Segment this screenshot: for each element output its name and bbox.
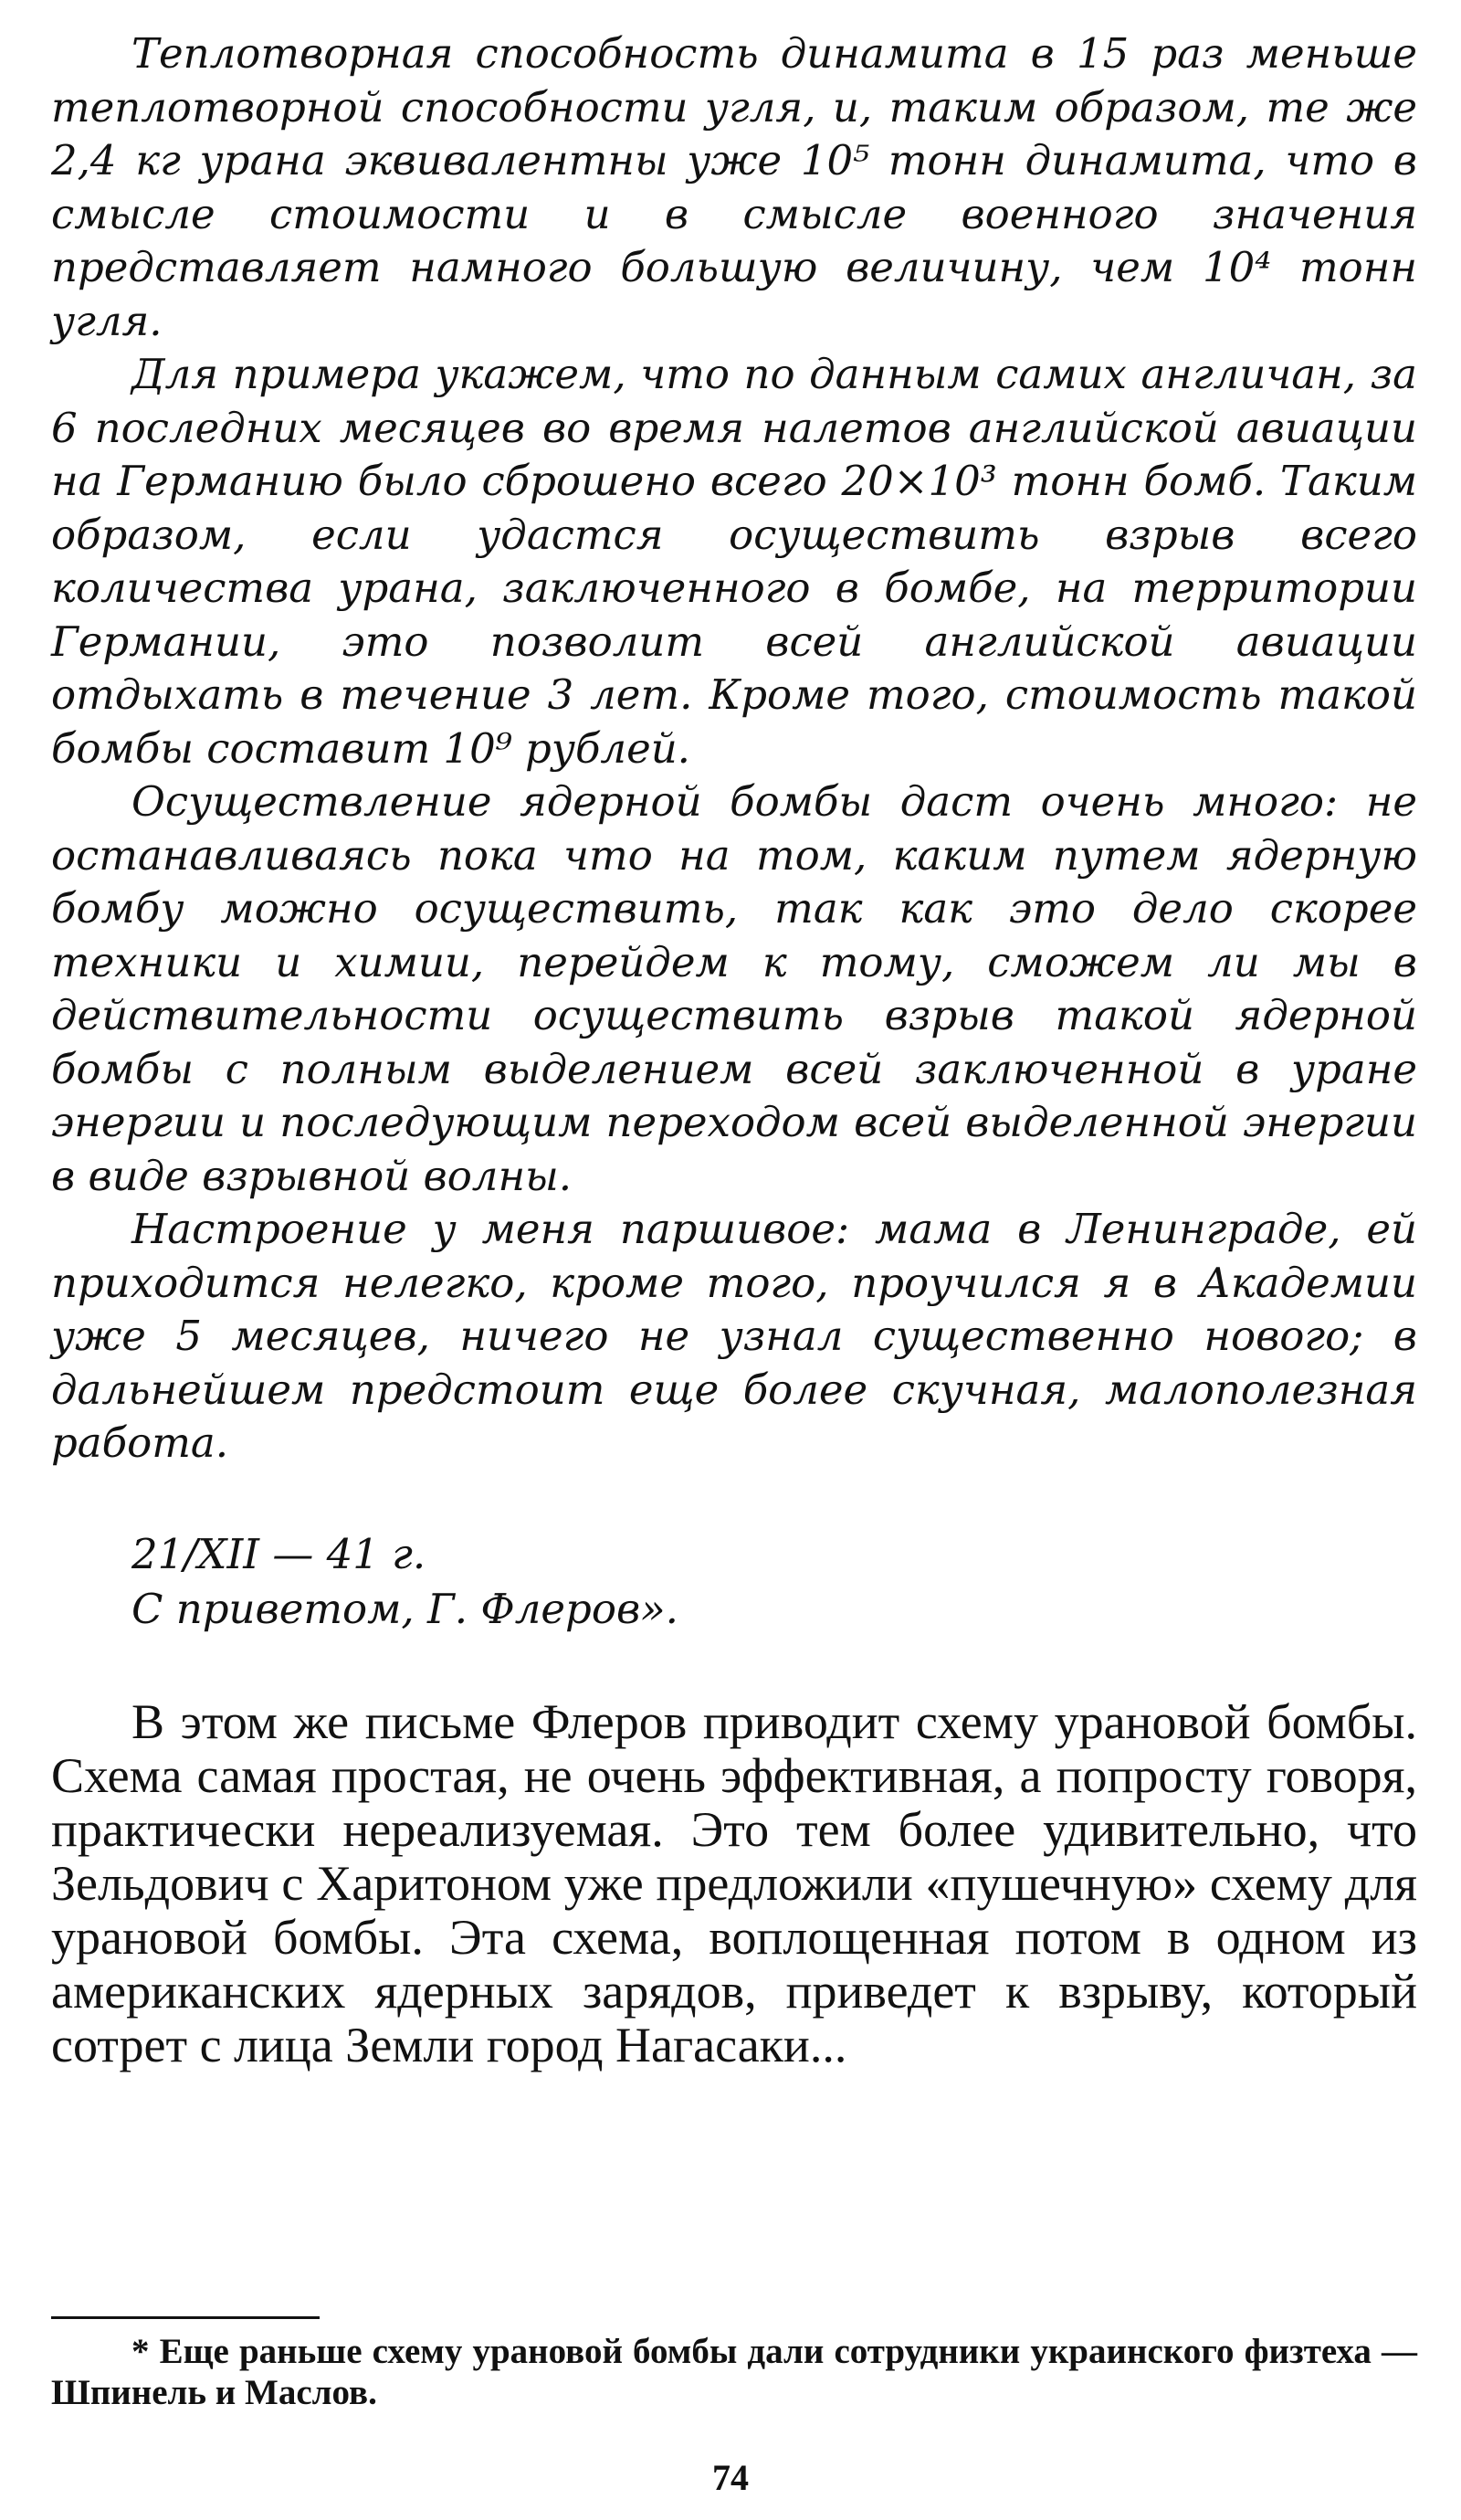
letter-paragraph-1: Теплотворная способность динамита в 15 раз меньше теплотворной способности угля, и, таким образом, те же 2,4 кг урана эквивалентны уже 10⁵ тонн динамита, что в смысле стоимости и в смысле военного значения представляет намного большую величину, чем 10⁴ тонн угля. bbox=[51, 29, 1417, 345]
letter-paragraph-2: Для примера укажем, что по данным самих англичан, за 6 последних месяцев во время налетов английской авиации на Германию было сброшено всего 20×10³ тонн бомб. Таким образом, если удастся осуществить взрыв всего количества урана, заключенного в бомбе, на территории Германии, это позволит всей английской авиации отдыхать в течение 3 лет. Кроме того, стоимость такой бомбы составит 10⁹ рублей. bbox=[51, 350, 1417, 773]
footnote-divider bbox=[51, 2316, 320, 2319]
letter-paragraph-4: Настроение у меня паршивое: мама в Ленинграде, ей приходится нелегко, кроме того, проучился я в Академии уже 5 месяцев, ничего не узнал существенно нового; в дальнейшем предстоит еще более скучная, малополезная работа. bbox=[51, 1205, 1417, 1467]
page-number: 74 bbox=[712, 2457, 749, 2498]
letter-text bbox=[51, 27, 1417, 1471]
narrative-text bbox=[51, 1695, 1417, 2072]
letter-paragraph-3: Осуществление ядерной бомбы даст очень много: не останавливаясь пока что на том, каким путем ядерную бомбу можно осуществить, так как это дело скорее техники и химии, перейдем к тому, сможем ли мы в действительности осуществить взрыв такой ядерной бомбы с полным выделением всей заключенной в уране энергии и последующим переходом всей выделенной энергии в виде взрывной волны. bbox=[51, 777, 1417, 1200]
narrative-paragraph: В этом же письме Флеров приводит схему урановой бомбы. Схема самая простая, не очень эффективная, а попросту говоря, практически нереализуемая. Это тем более удивительно, что Зельдович с Харитоном уже предложили «пушечную» схему для урановой бомбы. Эта схема, воплощенная потом в одном из американских ядерных зарядов, приведет к взрыву, который сотрет с лица Земли город Нагасаки... bbox=[51, 1693, 1417, 2072]
footnote-text: * Еще раньше схему урановой бомбы дали сотрудники украинского физтеха — Шпинель и Маслов. bbox=[51, 2332, 1417, 2412]
letter-date: 21/XII — 41 г. bbox=[131, 1529, 426, 1578]
letter-signoff bbox=[51, 1527, 1417, 1637]
page-content bbox=[51, 27, 1417, 2072]
footnote bbox=[51, 2331, 1417, 2413]
letter-signature: С приветом, Г. Флеров». bbox=[131, 1584, 678, 1633]
